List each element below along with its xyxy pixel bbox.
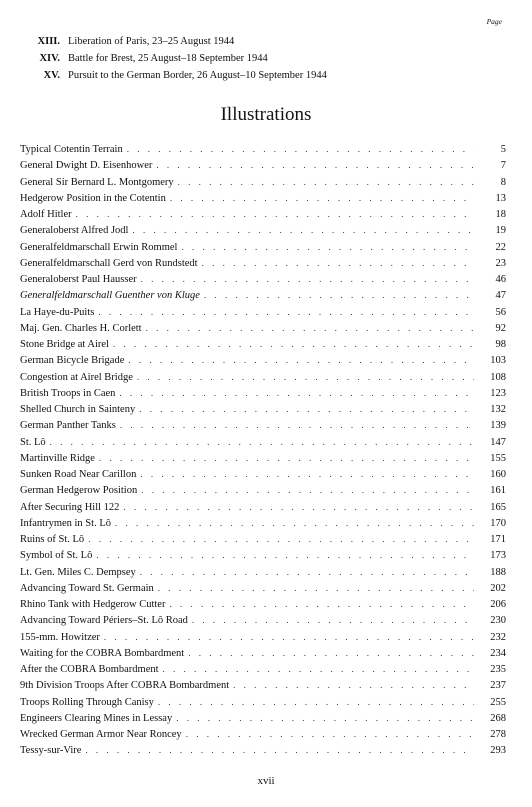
map-title: Battle for Brest, 25 August–18 September 1944 xyxy=(68,53,268,64)
illustration-entry xyxy=(20,209,506,225)
illustration-title: La Haye-du-Puits xyxy=(20,306,95,318)
illustration-entry xyxy=(20,193,506,209)
illustration-page-number: 206 xyxy=(490,599,506,610)
illustration-entry xyxy=(20,420,506,436)
dot-leader xyxy=(170,193,474,203)
illustration-page-number: 165 xyxy=(490,501,506,513)
illustration-page-number: 268 xyxy=(490,712,506,724)
illustration-entry xyxy=(20,274,506,290)
dot-leader xyxy=(141,485,474,495)
dot-leader xyxy=(85,745,474,755)
map-number: XV. xyxy=(43,70,60,81)
illustration-page-number: 202 xyxy=(490,582,506,594)
illustration-entry xyxy=(20,697,506,713)
illustration-page-number: 160 xyxy=(490,469,506,480)
illustration-page-number: 46 xyxy=(495,274,506,285)
dot-leader xyxy=(156,160,474,170)
illustration-entry xyxy=(20,258,506,274)
illustration-page-number: 23 xyxy=(495,257,506,269)
dot-leader xyxy=(120,420,474,430)
dot-leader xyxy=(140,567,474,577)
dot-leader xyxy=(119,388,474,398)
illustration-title: Troops Rolling Through Canisy xyxy=(20,696,154,708)
illustration-entry xyxy=(20,648,506,664)
illustration-title: Maj. Gen. Charles H. Corlett xyxy=(20,322,142,334)
illustration-entry xyxy=(20,388,506,404)
illustration-title: Adolf Hitler xyxy=(20,209,72,220)
dot-leader xyxy=(140,469,474,479)
illustration-page-number: 5 xyxy=(500,144,506,155)
illustration-page-number: 232 xyxy=(490,631,506,643)
illustration-page-number: 13 xyxy=(495,192,506,204)
illustration-title: Advancing Toward St. Germain xyxy=(20,582,154,594)
map-title: Pursuit to the German Border, 26 August–10 September 1944 xyxy=(68,70,327,81)
maps-list xyxy=(20,36,480,87)
illustration-entry xyxy=(20,485,506,501)
dot-leader xyxy=(158,583,474,593)
illustration-title: British Troops in Caen xyxy=(20,387,116,399)
illustration-page-number: 18 xyxy=(495,209,506,220)
illustration-title: General Dwight D. Eisenhower xyxy=(20,160,153,172)
dot-leader xyxy=(88,534,474,544)
dot-leader xyxy=(176,713,474,723)
illustration-title: Engineers Clearing Mines in Lessay xyxy=(20,712,173,724)
page-column-label: Page xyxy=(486,17,502,26)
map-entry xyxy=(20,70,480,87)
map-number: XIV. xyxy=(39,53,60,64)
section-heading: Illustrations xyxy=(220,104,312,125)
dot-leader xyxy=(123,502,474,512)
dot-leader xyxy=(181,242,474,252)
illustration-title: Rhino Tank with Hedgerow Cutter xyxy=(20,599,166,610)
illustration-page-number: 22 xyxy=(495,241,506,253)
dot-leader xyxy=(169,599,474,609)
illustration-entry xyxy=(20,632,506,648)
illustration-page-number: 92 xyxy=(495,322,506,334)
illustration-entry xyxy=(20,453,506,469)
illustration-entry xyxy=(20,307,506,323)
illustration-entry xyxy=(20,680,506,696)
illustration-title: Shelled Church in Sainteny xyxy=(20,404,136,415)
illustration-title: Lt. Gen. Miles C. Dempsey xyxy=(20,566,136,578)
dot-leader xyxy=(188,648,474,658)
illustration-title: Sunken Road Near Carillon xyxy=(20,469,137,480)
illustration-title: Generalfeldmarschall Erwin Rommel xyxy=(20,241,178,253)
illustration-entry xyxy=(20,242,506,258)
illustration-page-number: 171 xyxy=(490,534,506,545)
illustration-entry xyxy=(20,323,506,339)
illustration-page-number: 235 xyxy=(490,664,506,675)
dot-leader xyxy=(186,729,474,739)
illustration-page-number: 139 xyxy=(490,420,506,432)
illustration-title: Ruins of St. Lô xyxy=(20,534,85,545)
dot-leader xyxy=(127,144,474,154)
illustration-entry xyxy=(20,339,506,355)
illustration-page-number: 188 xyxy=(490,566,506,578)
illustration-entry xyxy=(20,469,506,485)
illustration-title: 9th Division Troops After COBRA Bombardment xyxy=(20,680,230,692)
dot-leader xyxy=(99,453,474,463)
dot-leader xyxy=(163,664,474,674)
illustration-title: Generaloberst Alfred Jodl xyxy=(20,225,129,237)
illustration-page-number: 98 xyxy=(495,339,506,350)
illustration-page-number: 173 xyxy=(490,550,506,562)
map-title: Liberation of Paris, 23–25 August 1944 xyxy=(68,36,235,47)
illustration-page-number: 278 xyxy=(490,729,506,740)
illustration-entry xyxy=(20,290,506,306)
illustration-page-number: 237 xyxy=(490,680,506,692)
dot-leader xyxy=(98,307,474,317)
illustration-entry xyxy=(20,550,506,566)
illustration-entry xyxy=(20,160,506,176)
illustration-page-number: 234 xyxy=(490,647,506,659)
dot-leader xyxy=(132,225,474,235)
illustration-title: General Sir Bernard L. Montgomery xyxy=(20,176,174,188)
illustration-title: After Securing Hill 122 xyxy=(20,501,120,513)
dot-leader xyxy=(139,404,474,414)
map-entry xyxy=(20,36,480,53)
illustration-title: Hedgerow Position in the Cotentin xyxy=(20,192,166,204)
illustration-page-number: 230 xyxy=(490,615,506,627)
illustration-entry xyxy=(20,599,506,615)
illustration-title: Tessy-sur-Vire xyxy=(20,745,82,757)
illustrations-list xyxy=(20,144,506,762)
illustration-page-number: 56 xyxy=(495,306,506,318)
dot-leader xyxy=(76,209,474,219)
illustration-entry xyxy=(20,534,506,550)
illustration-entry xyxy=(20,583,506,599)
illustration-title: Congestion at Airel Bridge xyxy=(20,371,133,383)
illustration-title: Advancing Toward Périers–St. Lô Road xyxy=(20,615,188,627)
dot-leader xyxy=(141,274,474,284)
illustration-page-number: 147 xyxy=(490,436,506,448)
illustration-title: Wrecked German Armor Near Roncey xyxy=(20,729,182,740)
illustration-entry xyxy=(20,713,506,729)
illustration-title: 155-mm. Howitzer xyxy=(20,631,100,643)
dot-leader xyxy=(192,615,474,625)
illustration-entry xyxy=(20,355,506,371)
dot-leader xyxy=(146,323,474,333)
dot-leader xyxy=(115,518,474,528)
illustration-title: Waiting for the COBRA Bombardment xyxy=(20,647,185,659)
dot-leader xyxy=(96,550,474,560)
illustration-page-number: 170 xyxy=(490,517,506,529)
illustration-page-number: 132 xyxy=(490,404,506,415)
dot-leader xyxy=(50,437,474,447)
illustration-page-number: 123 xyxy=(490,387,506,399)
illustration-page-number: 255 xyxy=(490,696,506,708)
illustration-title: Generaloberst Paul Hausser xyxy=(20,274,137,285)
illustration-entry xyxy=(20,404,506,420)
illustration-title: Infantrymen in St. Lô xyxy=(20,517,111,529)
dot-leader xyxy=(137,372,474,382)
illustration-title: Generalfeldmarschall Guenther von Kluge xyxy=(20,290,200,302)
illustration-title: German Panther Tanks xyxy=(20,420,116,432)
illustration-title: Symbol of St. Lô xyxy=(20,550,93,562)
dot-leader xyxy=(202,258,474,268)
map-entry xyxy=(20,53,480,70)
page-folio: xvii xyxy=(257,775,275,787)
illustration-entry xyxy=(20,729,506,745)
illustration-entry xyxy=(20,437,506,453)
illustration-title: St. Lô xyxy=(20,436,46,448)
dot-leader xyxy=(233,680,474,690)
illustration-page-number: 103 xyxy=(490,355,506,367)
illustration-entry xyxy=(20,567,506,583)
illustration-entry xyxy=(20,177,506,193)
dot-leader xyxy=(178,177,474,187)
illustration-entry xyxy=(20,372,506,388)
illustration-entry xyxy=(20,615,506,631)
illustration-entry xyxy=(20,664,506,680)
map-number: XIII. xyxy=(37,36,60,47)
illustration-page-number: 19 xyxy=(495,225,506,237)
illustration-title: German Bicycle Brigade xyxy=(20,355,125,367)
dot-leader xyxy=(158,697,474,707)
illustration-page-number: 293 xyxy=(490,745,506,757)
illustration-title: Stone Bridge at Airel xyxy=(20,339,109,350)
illustration-page-number: 8 xyxy=(500,176,506,188)
dot-leader xyxy=(104,632,474,642)
illustration-title: German Hedgerow Position xyxy=(20,485,138,497)
illustration-title: Typical Cotentin Terrain xyxy=(20,144,123,155)
illustration-entry xyxy=(20,518,506,534)
illustration-page-number: 7 xyxy=(500,160,506,172)
dot-leader xyxy=(128,355,474,365)
illustration-page-number: 47 xyxy=(495,290,506,302)
illustration-title: Generalfeldmarschall Gerd von Rundstedt xyxy=(20,257,198,269)
illustration-entry xyxy=(20,745,506,761)
dot-leader xyxy=(204,290,474,300)
dot-leader xyxy=(113,339,474,349)
illustration-page-number: 155 xyxy=(490,452,506,464)
illustration-page-number: 108 xyxy=(490,371,506,383)
illustration-entry xyxy=(20,502,506,518)
illustration-title: After the COBRA Bombardment xyxy=(20,664,159,675)
illustration-entry xyxy=(20,144,506,160)
illustration-entry xyxy=(20,225,506,241)
illustration-page-number: 161 xyxy=(490,485,506,497)
illustration-title: Martinville Ridge xyxy=(20,452,95,464)
